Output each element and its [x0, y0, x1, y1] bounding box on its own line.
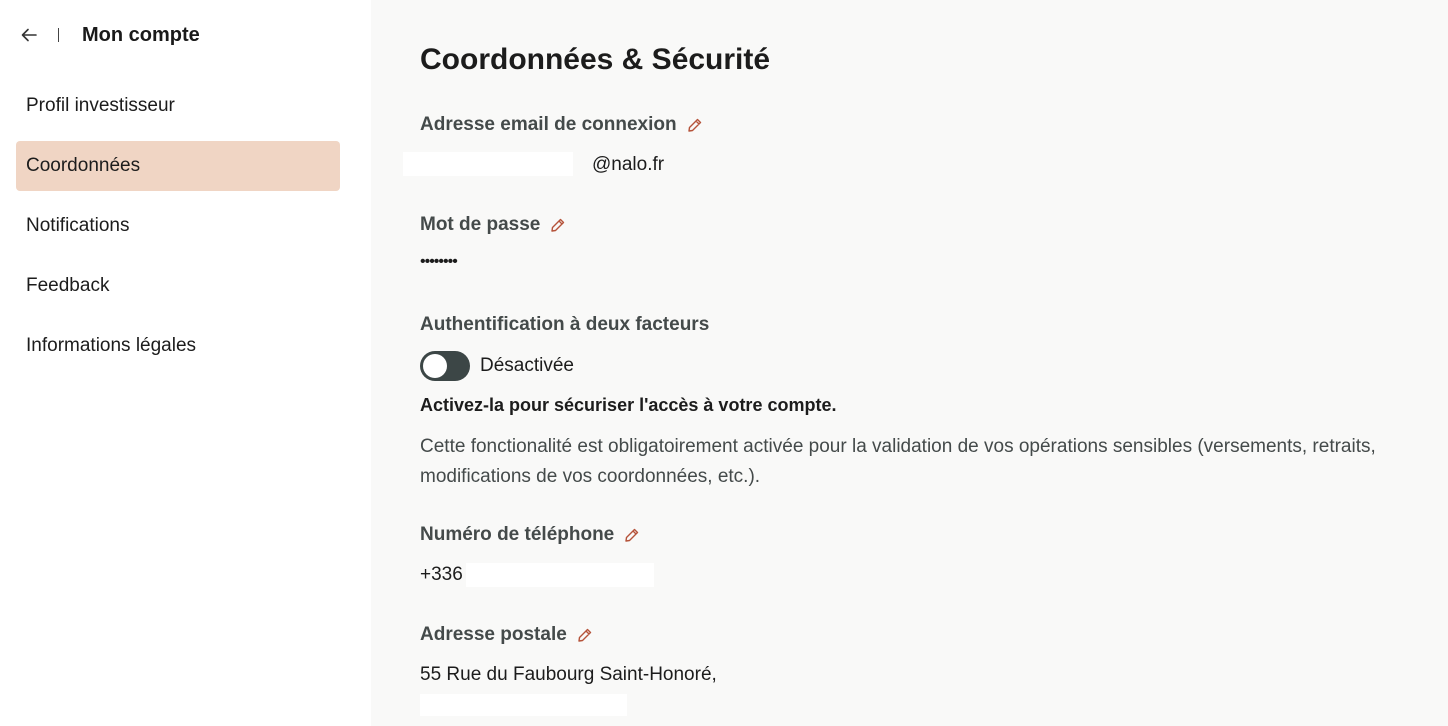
address-line-1: 55 Rue du Faubourg Saint-Honoré,	[420, 664, 717, 685]
phone-label-text: Numéro de téléphone	[420, 524, 615, 545]
sidebar-item-label: Feedback	[26, 275, 110, 296]
two-factor-status: Désactivée	[480, 355, 574, 376]
address-label	[420, 624, 593, 646]
sidebar-item-feedback[interactable]	[16, 261, 340, 311]
sidebar-item-label: Coordonnées	[26, 155, 141, 176]
header-separator	[58, 28, 59, 42]
two-factor-label	[420, 314, 709, 336]
two-factor-toggle-row	[420, 351, 574, 381]
sidebar-item-coordonnees[interactable]	[16, 141, 340, 191]
email-value: @nalo.fr	[592, 154, 665, 175]
pencil-icon	[687, 117, 703, 133]
pencil-icon	[624, 527, 640, 543]
sidebar-header	[18, 22, 200, 48]
edit-password-button[interactable]	[550, 217, 566, 233]
edit-phone-button[interactable]	[624, 527, 640, 543]
redacted-phone-digits	[466, 563, 654, 587]
sidebar-item-informations-legales[interactable]	[16, 321, 340, 371]
main-panel	[371, 0, 1448, 726]
sidebar-nav	[16, 81, 340, 381]
sidebar-item-profil-investisseur[interactable]	[16, 81, 340, 131]
sidebar-item-notifications[interactable]	[16, 201, 340, 251]
sidebar-title: Mon compte	[82, 23, 200, 46]
arrow-left-icon	[20, 28, 38, 42]
phone-value: +336	[420, 564, 463, 585]
address-label-text: Adresse postale	[420, 624, 567, 645]
page-title: Coordonnées & Sécurité	[420, 43, 771, 76]
redacted-address-line-2	[420, 694, 627, 716]
pencil-icon	[550, 217, 566, 233]
sidebar-item-label: Notifications	[26, 215, 130, 236]
email-label	[420, 114, 703, 136]
edit-address-button[interactable]	[577, 627, 593, 643]
password-label	[420, 214, 566, 236]
toggle-knob	[423, 354, 447, 378]
email-label-text: Adresse email de connexion	[420, 114, 677, 135]
phone-label	[420, 524, 640, 546]
password-label-text: Mot de passe	[420, 214, 541, 235]
two-factor-toggle[interactable]	[420, 351, 470, 381]
two-factor-headline: Activez-la pour sécuriser l'accès à votre compte.	[420, 395, 837, 415]
pencil-icon	[577, 627, 593, 643]
two-factor-description: Cette fonctionalité est obligatoirement activée pour la validation de vos opérations sensibles (versements, retraits, modifications de vos coordonnées, etc.).	[420, 436, 1376, 487]
sidebar-item-label: Informations légales	[26, 335, 197, 356]
edit-email-button[interactable]	[687, 117, 703, 133]
back-button[interactable]	[18, 24, 40, 46]
password-value: ••••••••	[420, 253, 457, 270]
redacted-email-local-part	[403, 152, 573, 176]
two-factor-label-text: Authentification à deux facteurs	[420, 314, 710, 335]
sidebar	[0, 0, 371, 726]
sidebar-item-label: Profil investisseur	[26, 95, 175, 116]
